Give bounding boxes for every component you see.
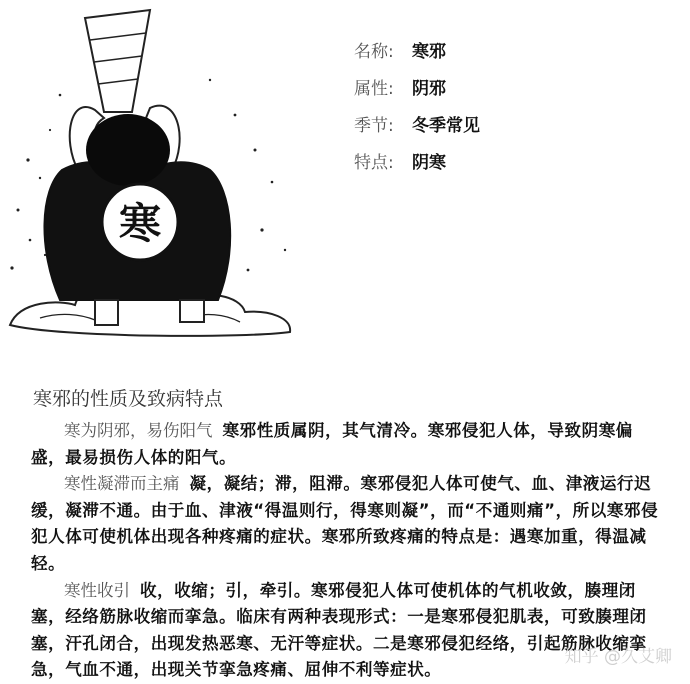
- attr-value: 寒邪: [412, 42, 446, 62]
- paragraph-text: 收，收缩；引，牵引。寒邪侵犯人体可使机体的气机收敛，腠理闭塞，经络筋脉收缩而挛急。临床有两种表现形式：一是寒邪侵犯肌表，可致腠理闭塞，汗孔闭合，出现发热恶寒、无汗等症状。二是寒邪侵犯经络，引起筋脉收缩挛急，气血不通，出现关节挛急疼痛、屈伸不利等症状。: [31, 580, 647, 680]
- attribute-list: [354, 34, 654, 182]
- attr-row-property: [354, 71, 654, 108]
- paragraph-heading: 寒性收引: [64, 580, 130, 600]
- attr-label: 属性:: [354, 79, 394, 99]
- cold-badge-char: 寒: [118, 199, 162, 248]
- paragraph-stagnation-pain: [31, 471, 667, 577]
- attr-value: 阴邪: [412, 79, 446, 99]
- cold-evil-illustration: [0, 0, 310, 350]
- attr-row-name: [354, 34, 654, 71]
- zhihu-watermark: 知乎 @久艾卿: [564, 647, 672, 667]
- tall-hat: [85, 10, 150, 112]
- attr-label: 特点:: [354, 153, 394, 173]
- paragraph-heading: 寒性凝滞而主痛: [64, 474, 180, 494]
- paragraph-text: 凝，凝结；滞，阻滞。寒邪侵犯人体可使气、血、津液运行迟缓，凝滞不通。由于血、津液“得温则行，得寒则凝”，而“不通则痛”，所以寒邪侵犯人体可使机体出现各种疼痛的症状。寒邪所致疼痛的特点是：遇寒加重，得温减轻。: [31, 474, 659, 573]
- attr-label: 名称:: [354, 42, 394, 62]
- attr-value: 阴寒: [412, 153, 446, 173]
- attr-row-season: [354, 108, 654, 145]
- attr-label: 季节:: [354, 116, 394, 136]
- dark-hair: [86, 114, 170, 186]
- paragraph-yin-evil: [31, 418, 667, 471]
- paragraph-text: 寒邪性质属阴，其气清冷。寒邪侵犯人体，导致阴寒偏盛，最易损伤人体的阳气。: [31, 421, 633, 467]
- paragraph-heading: 寒为阴邪，易伤阳气: [64, 421, 213, 440]
- paragraph-contraction: [31, 578, 667, 684]
- section-title: 寒邪的性质及致病特点: [33, 388, 224, 410]
- attr-value: 冬季常见: [412, 116, 480, 136]
- attr-row-feature: [354, 145, 654, 182]
